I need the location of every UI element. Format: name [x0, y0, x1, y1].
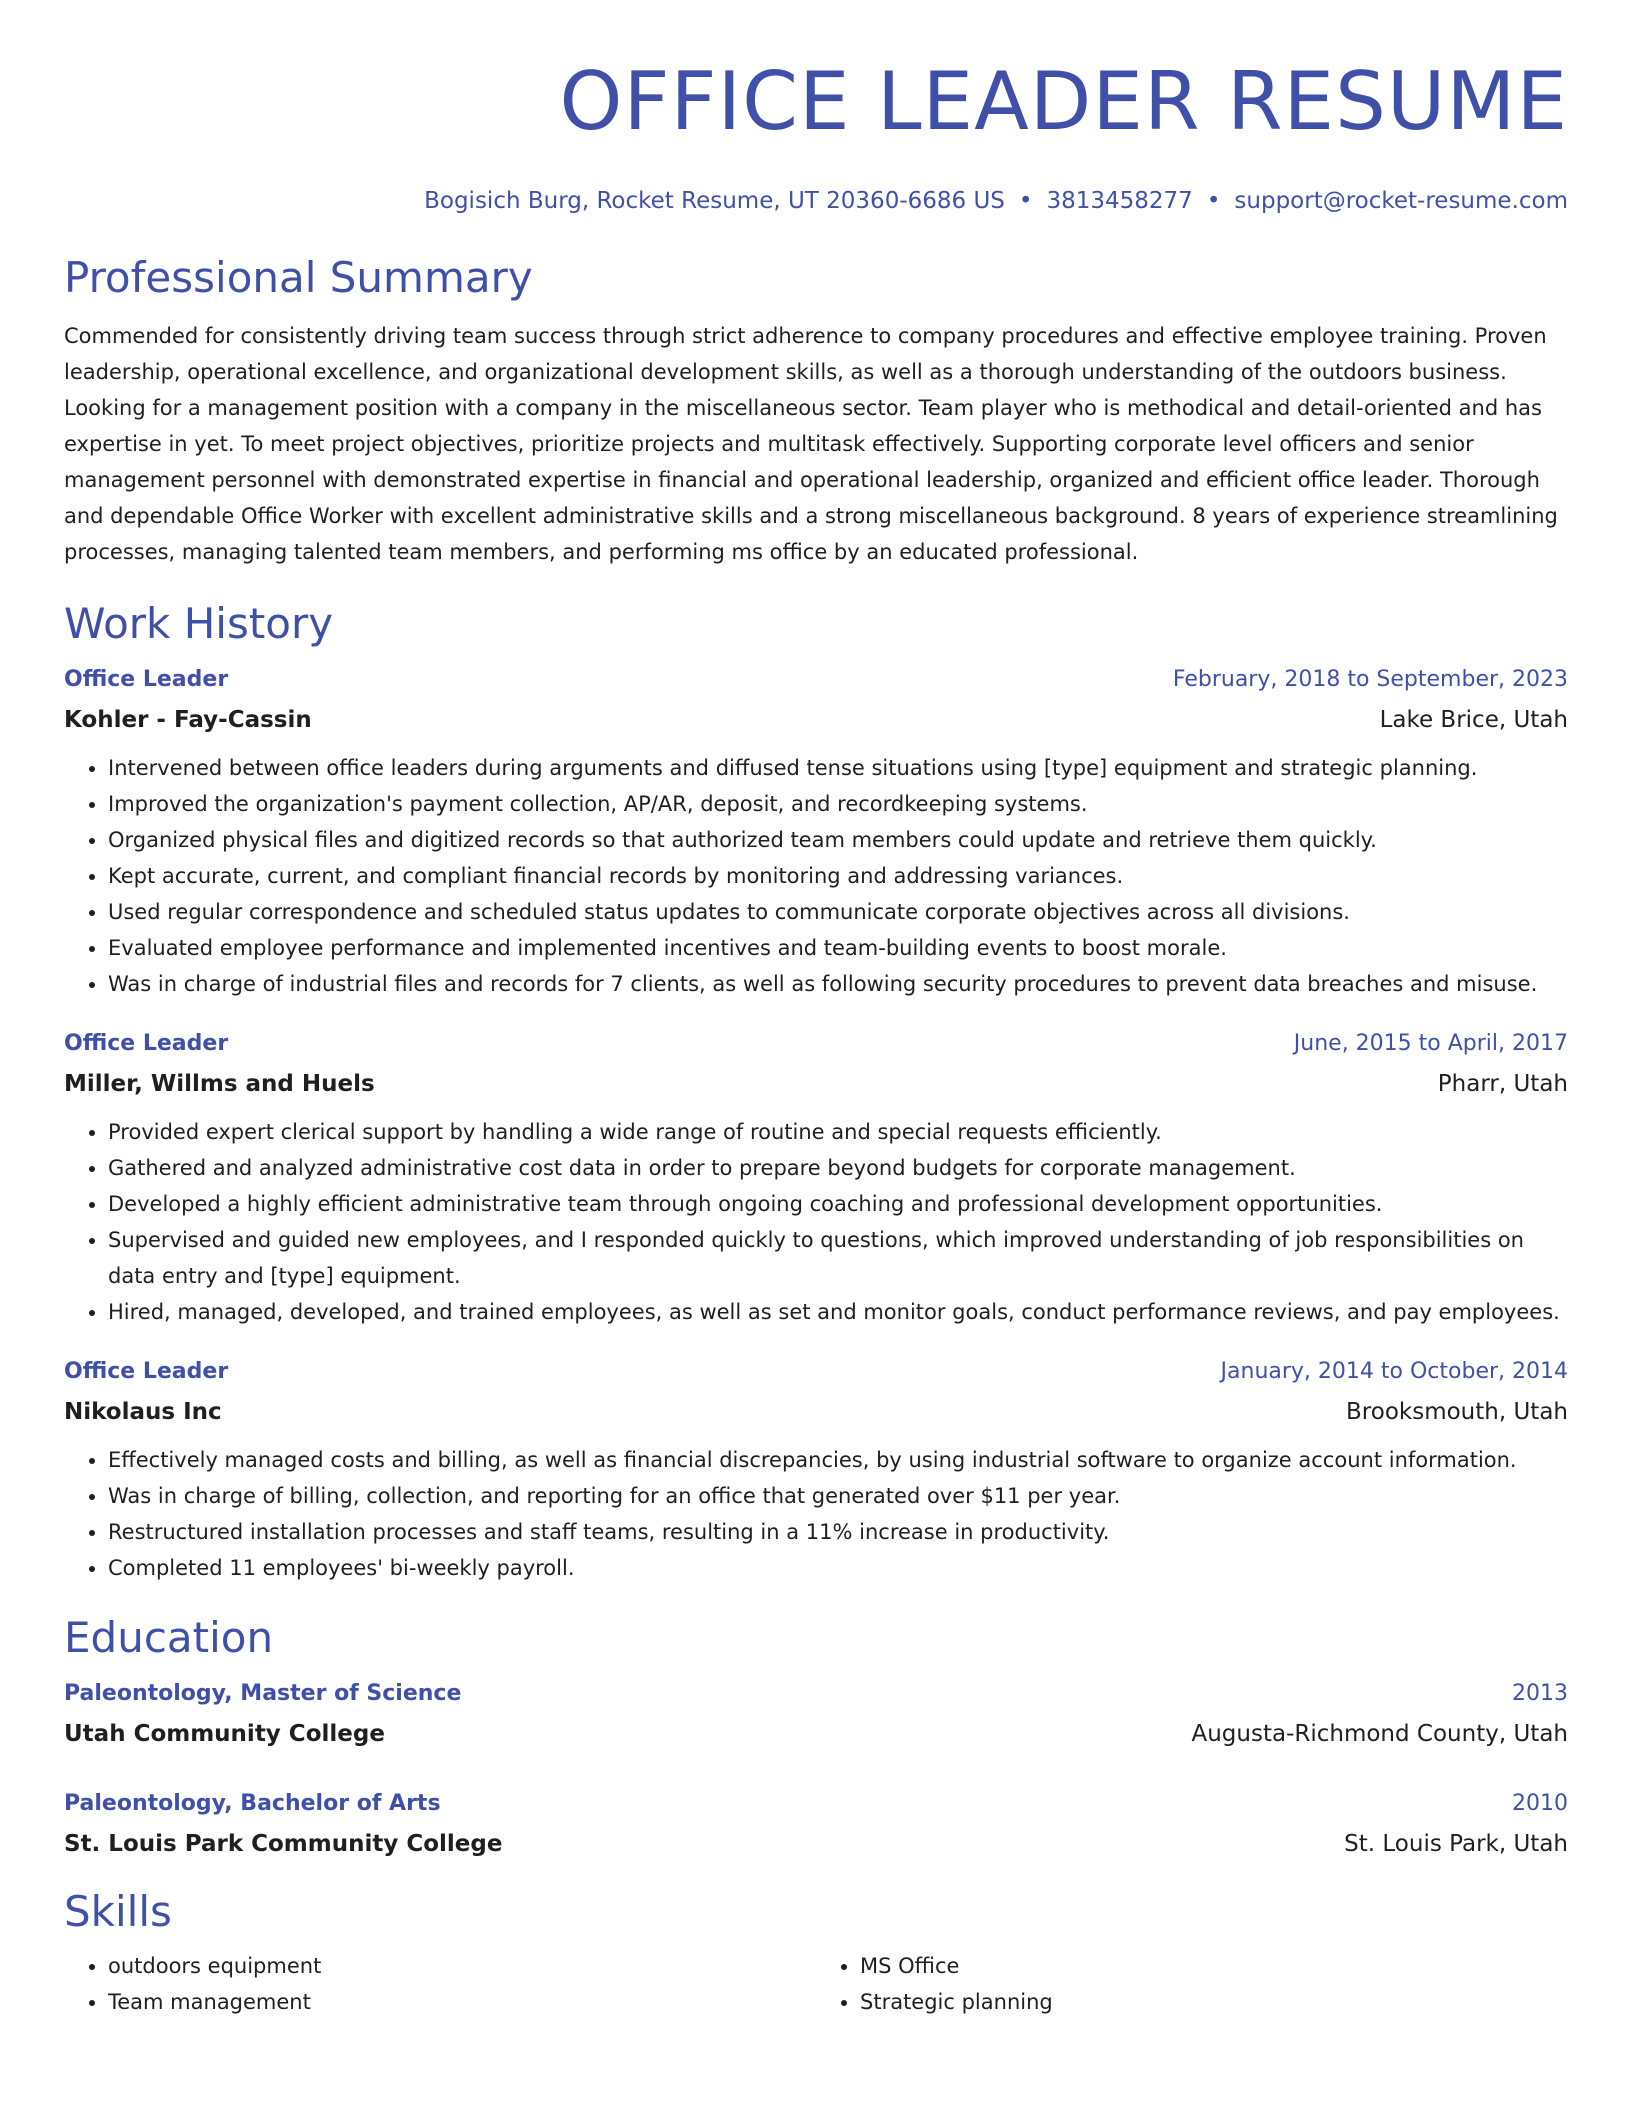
job-bullet: • Was in charge of billing, collection, and reporting for an office that generated over $11 per year. [108, 1478, 1568, 1514]
contact-address: Bogisich Burg, Rocket Resume, UT 20360-6686 US [424, 188, 1005, 214]
job-bullet: • Intervened between office leaders during arguments and diffused tense situations using [type] equipment and strategic planning. [108, 750, 1568, 786]
skills-columns [64, 1938, 1568, 2020]
job-company: Kohler - Fay-Cassin [64, 707, 312, 733]
summary-text: Commended for consistently driving team success through strict adherence to company procedures and effective employee training. Proven leadership, operational excellence, and organizational development skills, as well as a thorough understanding of the outdoors business. Looking for a management position with a company in the miscellaneous sector. Team player who is methodical and detail-oriented and has expertise in yet. To meet project objectives, prioritize projects and multitask effectively. Supporting corporate level officers and senior management personnel with demonstrated expertise in financial and operational leadership, organized and efficient office leader. Thorough and dependable Office Worker with excellent administrative skills and a strong miscellaneous background. 8 years of experience streamlining processes, managing talented team members, and performing ms office by an educated professional. [64, 324, 1558, 564]
education-entry [64, 1784, 1568, 1864]
job-title: Office Leader [64, 1359, 229, 1384]
education-location: Augusta-Richmond County, Utah [1191, 1721, 1568, 1747]
skill-item: • Strategic planning [860, 1984, 1568, 2020]
job-header [64, 660, 1568, 700]
job-bullet: • Improved the organization's payment collection, AP/AR, deposit, and recordkeeping systems. [108, 786, 1568, 822]
job-bullet: • Provided expert clerical support by handling a wide range of routine and special requests efficiently. [108, 1114, 1568, 1150]
skills-heading: Skills [64, 1887, 172, 1936]
education-subheader [64, 1824, 1568, 1864]
job-bullet: • Hired, managed, developed, and trained employees, as well as set and monitor goals, conduct performance reviews, and pay employees. [108, 1294, 1568, 1330]
job-subheader [64, 1392, 1568, 1432]
job-bullet: • Evaluated employee performance and implemented incentives and team-building events to boost morale. [108, 930, 1568, 966]
education-year: 2010 [1512, 1791, 1568, 1816]
skills-list-right [816, 1948, 1568, 2020]
summary-section [64, 252, 1568, 570]
job-location: Pharr, Utah [1437, 1071, 1568, 1097]
education-header [64, 1674, 1568, 1714]
skills-list-left [64, 1948, 816, 2020]
job-title: Office Leader [64, 1031, 229, 1056]
education-year: 2013 [1512, 1681, 1568, 1706]
job-bullet: • Effectively managed costs and billing, as well as financial discrepancies, by using industrial software to organize account information. [108, 1442, 1568, 1478]
job-bullet: • Restructured installation processes and staff teams, resulting in a 11% increase in productivity. [108, 1514, 1568, 1550]
job-title: Office Leader [64, 667, 229, 692]
education-header [64, 1784, 1568, 1824]
education-heading: Education [64, 1613, 274, 1662]
education-school: Utah Community College [64, 1721, 385, 1747]
job-header [64, 1024, 1568, 1064]
job-bullets [64, 1114, 1568, 1330]
job-bullet: • Completed 11 employees' bi-weekly payroll. [108, 1550, 1568, 1586]
education-entry [64, 1674, 1568, 1754]
resume-header [64, 0, 1568, 216]
job-entry [64, 660, 1568, 1002]
job-dates: February, 2018 to September, 2023 [1172, 667, 1568, 692]
work-heading: Work History [64, 599, 334, 648]
job-bullets [64, 1442, 1568, 1586]
education-degree: Paleontology, Bachelor of Arts [64, 1791, 441, 1816]
job-header [64, 1352, 1568, 1392]
job-location: Lake Brice, Utah [1379, 707, 1568, 733]
job-entry [64, 1024, 1568, 1330]
job-bullet: • Kept accurate, current, and compliant financial records by monitoring and addressing variances. [108, 858, 1568, 894]
job-location: Brooksmouth, Utah [1346, 1399, 1568, 1425]
summary-heading: Professional Summary [64, 253, 533, 302]
education-school: St. Louis Park Community College [64, 1831, 503, 1857]
contact-separator: • [1018, 188, 1033, 214]
education-location: St. Louis Park, Utah [1344, 1831, 1568, 1857]
education-subheader [64, 1714, 1568, 1754]
job-entry [64, 1352, 1568, 1586]
job-company: Miller, Willms and Huels [64, 1071, 375, 1097]
skill-item: • outdoors equipment [108, 1948, 816, 1984]
skills-section [64, 1886, 1568, 2020]
contact-phone: 3813458277 [1046, 188, 1193, 214]
job-company: Nikolaus Inc [64, 1399, 222, 1425]
job-dates: June, 2015 to April, 2017 [1293, 1031, 1568, 1056]
education-section [64, 1612, 1568, 1864]
job-bullet: • Was in charge of industrial files and records for 7 clients, as well as following security procedures to prevent data breaches and misuse. [108, 966, 1568, 1002]
job-bullet: • Supervised and guided new employees, and I responded quickly to questions, which improved understanding of job responsibilities on data entry and [type] equipment. [108, 1222, 1568, 1294]
education-degree: Paleontology, Master of Science [64, 1681, 462, 1706]
skill-item: • MS Office [860, 1948, 1568, 1984]
job-dates: January, 2014 to October, 2014 [1220, 1359, 1568, 1384]
job-bullet: • Used regular correspondence and scheduled status updates to communicate corporate objectives across all divisions. [108, 894, 1568, 930]
contact-line [64, 186, 1568, 216]
job-bullet: • Organized physical files and digitized records so that authorized team members could update and retrieve them quickly. [108, 822, 1568, 858]
job-subheader [64, 700, 1568, 740]
job-subheader [64, 1064, 1568, 1104]
job-bullet: • Developed a highly efficient administrative team through ongoing coaching and professional development opportunities. [108, 1186, 1568, 1222]
contact-email: support@rocket-resume.com [1234, 188, 1568, 214]
job-bullets [64, 750, 1568, 1002]
work-section [64, 598, 1568, 1586]
contact-separator: • [1206, 188, 1221, 214]
skill-item: • Team management [108, 1984, 816, 2020]
resume-title: OFFICE LEADER RESUME [559, 55, 1568, 148]
job-bullet: • Gathered and analyzed administrative cost data in order to prepare beyond budgets for corporate management. [108, 1150, 1568, 1186]
